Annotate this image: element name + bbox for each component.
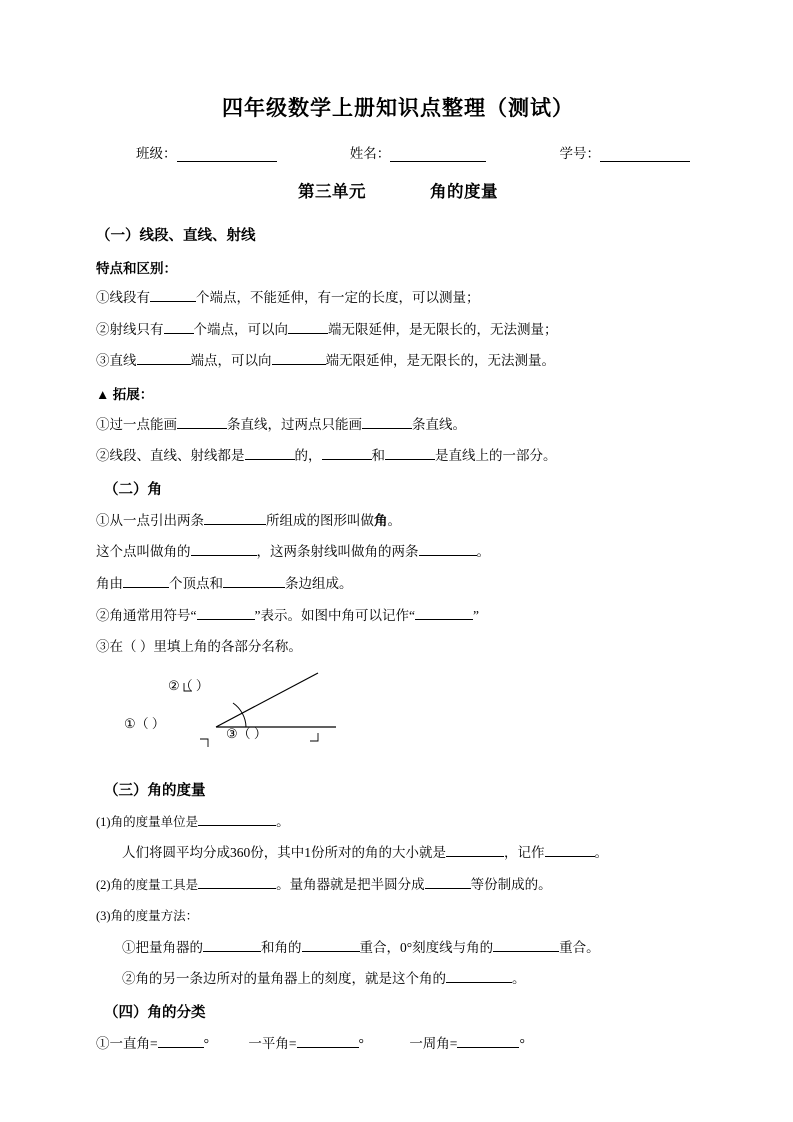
student-id-field <box>560 142 691 162</box>
item-text: ”表示。如图中角可以记作“ <box>254 607 415 623</box>
fill-blank[interactable] <box>203 938 261 952</box>
section-two-item-5 <box>96 637 700 657</box>
unit-name: 角的度量 <box>430 182 498 201</box>
section-three-item-2 <box>96 843 700 863</box>
page-title: 四年级数学上册知识点整理（测试） <box>222 96 574 120</box>
item-text: 一平角= <box>248 1036 297 1051</box>
item-text: 人们将圆平均分成360份，其中1份所对的角的大小就是 <box>122 845 446 861</box>
item-text: 端点，可以向 <box>190 353 272 369</box>
item-text: ” <box>472 607 479 623</box>
section-one-item-2 <box>96 320 700 340</box>
item-text: 端无限延伸，是无限长的，无法测量。 <box>325 353 555 369</box>
fill-blank[interactable] <box>123 574 169 588</box>
section-three-item-5 <box>96 938 700 958</box>
student-id-field-blank[interactable] <box>600 147 690 162</box>
section-one-extend-heading: ▲ 拓展： <box>96 386 154 402</box>
item-text: 个顶点和 <box>169 575 223 591</box>
fill-blank[interactable] <box>288 320 328 334</box>
section-one-item-3 <box>96 351 700 371</box>
item-text: 一周角= <box>409 1036 458 1051</box>
section-two-item-1 <box>96 511 700 531</box>
fill-blank[interactable] <box>164 320 194 334</box>
fill-blank[interactable] <box>137 351 191 365</box>
class-field-blank[interactable] <box>177 147 277 162</box>
item-text: ①从一点引出两条 <box>96 512 204 528</box>
angle-diagram <box>96 669 700 761</box>
fill-blank[interactable] <box>198 875 276 889</box>
fill-blank[interactable] <box>385 446 435 460</box>
item-text: 角由 <box>96 575 123 591</box>
fill-blank[interactable] <box>191 542 257 556</box>
section-one-item-1 <box>96 288 700 308</box>
class-field-label: 班级： <box>136 146 177 161</box>
section-four-item-1 <box>96 1034 700 1054</box>
degree-symbol: ° <box>203 1036 210 1051</box>
item-text: 个端点，不能延伸，有一定的长度，可以测量； <box>196 290 480 305</box>
item-text: (2)角的度量工具是 <box>96 877 199 892</box>
angle-label-3: ③（ ） <box>226 725 267 741</box>
item-text: ②射线只有 <box>96 321 164 337</box>
degree-symbol: ° <box>519 1036 525 1051</box>
class-field <box>136 142 277 162</box>
fill-blank[interactable] <box>245 446 295 460</box>
item-text: (1)角的度量单位是 <box>96 814 199 829</box>
item-text: 条直线，过两点只能画 <box>227 416 362 432</box>
section-four-heading: （四）角的分类 <box>104 1005 206 1021</box>
section-two-item-3 <box>96 574 700 594</box>
fill-blank[interactable] <box>446 969 512 983</box>
name-field-label: 姓名： <box>349 146 391 161</box>
name-field <box>350 142 487 162</box>
item-text: 重合，0°刻度线与角的 <box>359 939 494 955</box>
item-text: 条直线。 <box>412 416 466 432</box>
section-one-extend-item-1 <box>96 415 700 435</box>
item-text: 的， <box>294 448 322 464</box>
item-text: (3)角的度量方法： <box>96 909 199 924</box>
item-text: 端无限延伸，是无限长的，无法测量； <box>328 321 558 337</box>
unit-number: 第三单元 <box>298 182 366 201</box>
item-text: ①线段有 <box>96 290 150 305</box>
document-content <box>96 92 700 1066</box>
item-text: ②线段、直线、射线都是 <box>96 448 245 464</box>
fill-blank[interactable] <box>197 606 255 620</box>
item-text: 个端点，可以向 <box>193 321 288 337</box>
item-text: 是直线上的一部分。 <box>435 448 557 464</box>
item-text: 条边组成。 <box>285 575 353 591</box>
section-three-item-1 <box>96 812 700 832</box>
item-text: ，这两条射线叫做角的两条 <box>256 544 419 560</box>
item-text-bold: 角 <box>374 512 388 528</box>
item-text: 等份制成的。 <box>470 876 552 892</box>
item-text: ③在（ ）里填上角的各部分名称。 <box>96 639 302 655</box>
section-two-heading: （二）角 <box>104 481 162 498</box>
item-text: 。 <box>276 813 290 829</box>
fill-blank[interactable] <box>177 415 227 429</box>
angle-label-1: ①（ ） <box>124 715 165 731</box>
leader-hook-1 <box>200 739 208 747</box>
section-three-item-6 <box>96 969 700 989</box>
section-two-item-4 <box>96 606 700 626</box>
item-text: 和角的 <box>261 939 302 955</box>
unit-heading <box>96 178 700 202</box>
student-id-field-label: 学号： <box>559 146 600 161</box>
item-text: 重合。 <box>559 939 600 955</box>
section-three-item-3 <box>96 875 700 895</box>
fill-blank[interactable] <box>425 875 471 889</box>
student-fields-row <box>96 142 700 162</box>
fill-blank[interactable] <box>545 843 595 857</box>
section-one-heading: （一）线段、直线、射线 <box>96 228 256 244</box>
angle-label-2: ②（ ） <box>168 677 209 693</box>
fill-blank[interactable] <box>150 288 196 302</box>
fill-blank[interactable] <box>223 574 285 588</box>
item-text: ②角的另一条边所对的量角器上的刻度，就是这个角的 <box>122 971 446 987</box>
fill-blank[interactable] <box>302 938 360 952</box>
item-text: ②角通常用符号“ <box>96 607 197 623</box>
fill-blank[interactable] <box>272 351 326 365</box>
item-text: ①把量角器的 <box>122 939 203 955</box>
item-text: 。量角器就是把半圆分成 <box>276 876 425 892</box>
fill-blank[interactable] <box>493 938 559 952</box>
item-text: 和 <box>371 448 385 464</box>
section-three-heading: （三）角的度量 <box>104 782 206 799</box>
angle-ray-upper <box>216 673 318 727</box>
fill-blank[interactable] <box>322 446 372 460</box>
item-text: 。 <box>387 512 401 528</box>
fill-blank[interactable] <box>297 1034 359 1048</box>
section-one-subheading: 特点和区别： <box>96 261 177 276</box>
item-text: 。 <box>476 544 490 560</box>
item-text: 这个点叫做角的 <box>96 544 191 560</box>
degree-symbol: ° <box>358 1036 364 1051</box>
section-one-extend-item-2 <box>96 446 700 466</box>
fill-blank[interactable] <box>415 606 473 620</box>
item-text: 。 <box>512 971 526 987</box>
leader-hook-3 <box>310 733 318 741</box>
fill-blank[interactable] <box>204 511 266 525</box>
item-text: 。 <box>594 845 608 861</box>
name-field-blank[interactable] <box>390 147 486 162</box>
fill-blank[interactable] <box>158 1034 204 1048</box>
item-text: ①一直角= <box>96 1036 158 1051</box>
fill-blank[interactable] <box>446 843 504 857</box>
fill-blank[interactable] <box>362 415 412 429</box>
item-text: 所组成的图形叫做 <box>266 512 374 528</box>
item-text: ③直线 <box>96 353 137 369</box>
section-two-item-2 <box>96 542 700 562</box>
fill-blank[interactable] <box>419 542 477 556</box>
fill-blank[interactable] <box>457 1034 519 1048</box>
section-three-item-4 <box>96 906 700 926</box>
fill-blank[interactable] <box>198 812 276 826</box>
item-text: ，记作 <box>504 845 545 861</box>
item-text: ①过一点能画 <box>96 416 177 432</box>
